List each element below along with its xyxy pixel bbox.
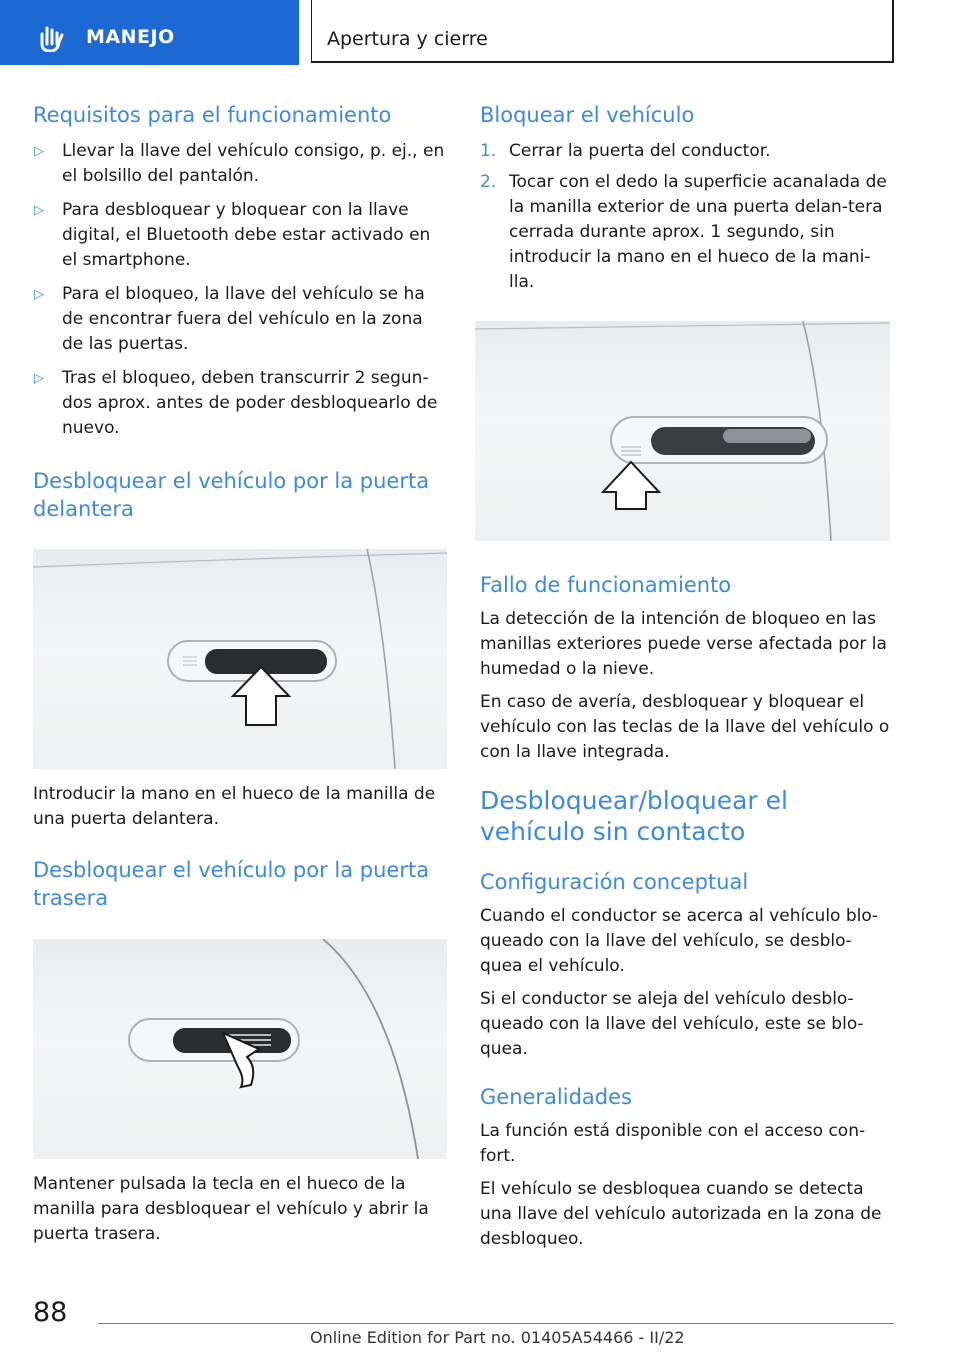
list-item: ▷ Para desbloquear y bloquear con la llave digital, el Bluetooth debe estar activado en el smartphone. <box>34 200 431 270</box>
rear-door-heading: Desbloquear el vehículo por la puerta trasera <box>33 858 430 910</box>
list-item: ▷ Llevar la llave del vehículo consigo, p. ej., en el bolsillo del pantalón. <box>34 141 445 186</box>
section-tab <box>0 0 299 65</box>
list-item: ▷ Para el bloqueo, la llave del vehículo se ha de encontrar fuera del vehículo en la zona de las puertas. <box>34 284 425 354</box>
front-door-caption: Introducir la mano en el hueco de la manilla de una puerta delantera. <box>33 784 436 829</box>
fault-paragraph-2: En caso de avería, desbloquear y bloquear el vehículo con las teclas de la llave del vehículo o con la llave integrada. <box>480 692 890 762</box>
general-paragraph-2: El vehículo se desbloquea cuando se detecta una llave del vehículo autorizada en la zona de desbloqueo. <box>480 1179 882 1249</box>
right-column <box>480 98 892 1252</box>
concept-paragraph-2: Si el conductor se aleja del vehículo desblo‐queado con la llave del vehículo, este se blo‐quea. <box>480 989 864 1059</box>
rear-door-handle-image <box>33 939 447 1159</box>
rear-door-caption: Mantener pulsada la tecla en el hueco de la manilla para desbloquear el vehículo y abrir la puerta trasera. <box>33 1174 429 1244</box>
concept-heading: Configuración conceptual <box>480 870 749 894</box>
lock-handle-image <box>475 321 890 541</box>
lock-heading: Bloquear el vehículo <box>480 103 695 127</box>
lock-steps <box>480 139 892 295</box>
left-column <box>33 98 447 1247</box>
list-item: ▷ Tras el bloqueo, deben transcurrir 2 segun‐dos aprox. antes de poder desbloquearlo de nuevo. <box>34 368 438 438</box>
triangle-bullet-icon: ▷ <box>34 287 44 302</box>
general-paragraph-1: La función está disponible con el acceso con‐fort. <box>480 1121 866 1166</box>
triangle-bullet-icon: ▷ <box>34 203 44 218</box>
front-door-handle-image <box>33 549 447 769</box>
fault-paragraph-1: La detección de la intención de bloqueo en las manillas exteriores puede verse afectada por la humedad o la nieve. <box>480 609 887 679</box>
concept-paragraph-1: Cuando el conductor se acerca al vehículo blo‐queado con la llave del vehículo, se desblo‐quea el vehículo. <box>480 906 878 976</box>
edition-text: Online Edition for Part no. 01405A54466 - II/22 <box>310 1328 685 1347</box>
list-item: 2. Tocar con el dedo la superficie acanalada de la manilla exterior de una puerta delan‐tera cerrada durante aprox. 1 segundo, sin introducir la mano en el hueco de la mani‐lla. <box>480 172 887 292</box>
triangle-bullet-icon: ▷ <box>34 144 44 159</box>
front-door-heading: Desbloquear el vehículo por la puerta delantera <box>33 469 430 521</box>
general-heading: Generalidades <box>480 1085 632 1109</box>
chapter-tab <box>311 0 894 63</box>
fault-heading: Fallo de funcionamiento <box>480 573 732 597</box>
requirements-heading: Requisitos para el funcionamiento <box>33 103 392 127</box>
chapter-title: Apertura y cierre <box>327 28 488 50</box>
list-item: 1. Cerrar la puerta del conductor. <box>480 141 771 161</box>
contactless-heading: Desbloquear/bloquear el vehículo sin contacto <box>480 786 788 846</box>
page-number: 88 <box>33 1297 68 1328</box>
triangle-bullet-icon: ▷ <box>34 371 44 386</box>
requirements-list <box>33 139 447 441</box>
steering-hand-icon <box>36 22 66 52</box>
footer-divider <box>98 1323 894 1324</box>
section-label: MANEJO <box>86 26 175 48</box>
